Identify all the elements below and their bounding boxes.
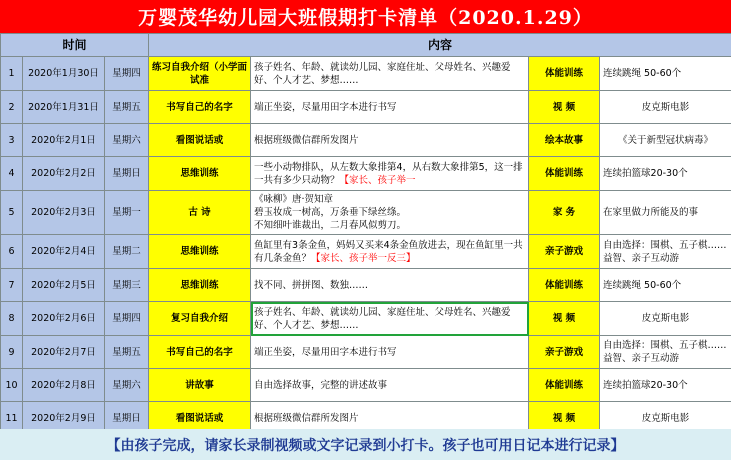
row-date: 2020年2月8日 [23,369,105,402]
row-date: 2020年1月30日 [23,57,105,91]
row-index: 3 [1,124,23,157]
table-row [1,369,731,402]
row-date: 2020年2月3日 [23,191,105,235]
row-activity-note: 连续跳绳 50-60个 [600,57,731,91]
row-detail [251,124,529,157]
row-weekday: 星期一 [105,191,149,235]
row-date: 2020年2月1日 [23,124,105,157]
row-activity: 体能训练 [529,369,600,402]
table-row [1,269,731,302]
row-task: 古 诗 [149,191,251,235]
table-row [1,91,731,124]
row-task: 书写自己的名字 [149,336,251,369]
row-weekday: 星期五 [105,91,149,124]
row-detail-text: 自由选择故事，完整的讲述故事 [254,379,388,391]
row-index: 10 [1,369,23,402]
header-time: 时间 [1,34,149,57]
row-date: 2020年2月2日 [23,157,105,191]
row-activity: 亲子游戏 [529,336,600,369]
row-detail [251,235,529,269]
row-detail-extra: 【家长、孩子举一反三】 [311,252,416,264]
row-weekday: 星期四 [105,57,149,91]
table-row [1,57,731,91]
row-detail-extra: 【家长、孩子举一 [339,174,416,186]
row-index: 6 [1,235,23,269]
row-activity-note: 皮克斯电影 [600,402,731,435]
row-detail [251,369,529,402]
row-activity: 视 频 [529,402,600,435]
row-weekday: 星期六 [105,369,149,402]
row-weekday: 星期日 [105,157,149,191]
row-detail-text: 根据班级微信群所发图片 [254,134,359,146]
row-task: 思维训练 [149,269,251,302]
row-detail-text: 《咏柳》唐·贺知章 碧玉妆成一树高，万条垂下绿丝绦。 不知细叶谁裁出，二月春风似剪刀。 [254,194,407,231]
row-date: 2020年2月4日 [23,235,105,269]
row-detail [251,157,529,191]
row-index: 7 [1,269,23,302]
row-weekday: 星期三 [105,269,149,302]
row-weekday: 星期二 [105,235,149,269]
row-index: 9 [1,336,23,369]
table-row [1,336,731,369]
row-task: 思维训练 [149,235,251,269]
row-detail [251,57,529,91]
row-activity: 体能训练 [529,157,600,191]
row-detail-text: 孩子姓名、年龄、就读幼儿园、家庭住址、父母姓名、兴趣爱好、个人才艺、梦想…… [254,61,511,86]
row-activity-note: 《关于新型冠状病毒》 [600,124,731,157]
row-detail-text: 根据班级微信群所发图片 [254,412,359,424]
table-header [1,34,731,57]
footer-note: 【由孩子完成，请家长录制视频或文字记录到小打卡。孩子也可用日记本进行记录】 [0,429,731,460]
row-detail-text: 找不同、拼拼图、数独…… [254,279,369,291]
row-index: 5 [1,191,23,235]
row-task: 思维训练 [149,157,251,191]
row-activity: 体能训练 [529,269,600,302]
row-activity-note: 皮克斯电影 [600,302,731,336]
row-task: 看图说话或 [149,124,251,157]
row-activity: 体能训练 [529,57,600,91]
row-date: 2020年2月7日 [23,336,105,369]
row-date: 2020年1月31日 [23,91,105,124]
sheet-title: 万婴茂华幼儿园大班假期打卡清单（2020.1.29） [0,0,731,33]
row-index: 4 [1,157,23,191]
row-activity-note: 连续拍篮球20-30个 [600,157,731,191]
row-task: 复习自我介绍 [149,302,251,336]
header-content: 内容 [149,34,731,57]
row-activity: 视 频 [529,302,600,336]
row-activity-note: 皮克斯电影 [600,91,731,124]
row-weekday: 星期六 [105,124,149,157]
row-detail-text: 端正坐姿，尽量用田字本进行书写 [254,346,397,358]
row-activity-note: 连续跳绳 50-60个 [600,269,731,302]
row-weekday: 星期五 [105,336,149,369]
row-task: 看图说话或 [149,402,251,435]
row-weekday: 星期四 [105,302,149,336]
row-activity: 亲子游戏 [529,235,600,269]
row-date: 2020年2月6日 [23,302,105,336]
row-task: 练习自我介绍（小学面试准 [149,57,251,91]
row-activity: 视 频 [529,91,600,124]
row-detail-text: 孩子姓名、年龄、就读幼儿园、家庭住址、父母姓名、兴趣爱好、个人才艺、梦想…… [254,306,511,331]
row-activity-note: 在家里做力所能及的事 [600,191,731,235]
row-activity-note: 连续拍篮球20-30个 [600,369,731,402]
row-date: 2020年2月9日 [23,402,105,435]
row-detail [251,336,529,369]
row-detail [251,269,529,302]
table-row [1,302,731,336]
row-detail-text: 一些小动物排队，从左数大象排第4，从右数大象排第5，这一排一共有多少只动物？ [254,161,523,186]
row-date: 2020年2月5日 [23,269,105,302]
row-index: 1 [1,57,23,91]
row-detail [251,191,529,235]
row-activity: 绘本故事 [529,124,600,157]
row-detail-text: 端正坐姿，尽量用田字本进行书写 [254,101,397,113]
table-row [1,157,731,191]
row-detail [251,91,529,124]
row-task: 书写自己的名字 [149,91,251,124]
row-activity: 家 务 [529,191,600,235]
row-activity-note: 自由选择：围棋、五子棋……益智、亲子互动游 [600,235,731,269]
table-row [1,235,731,269]
table-row [1,191,731,235]
row-weekday: 星期日 [105,402,149,435]
row-index: 8 [1,302,23,336]
table-row [1,124,731,157]
checklist-table [0,33,731,435]
row-index: 2 [1,91,23,124]
row-detail [251,302,529,336]
row-detail-text: 鱼缸里有3条金鱼，妈妈又买来4条金鱼放进去，现在鱼缸里一共有几条金鱼？ [254,239,523,264]
row-activity-note: 自由选择：围棋、五子棋……益智、亲子互动游 [600,336,731,369]
row-task: 讲故事 [149,369,251,402]
row-index: 11 [1,402,23,435]
